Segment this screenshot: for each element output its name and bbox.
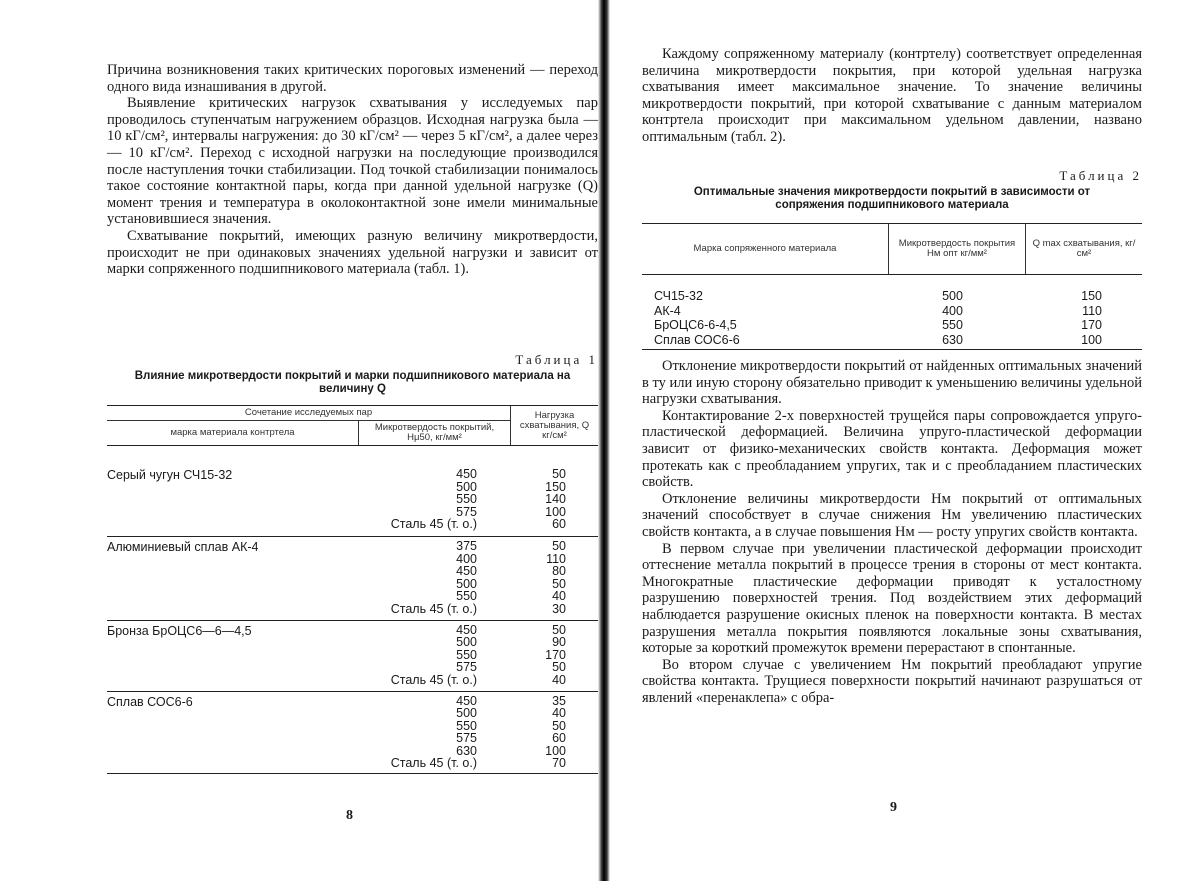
table2-header-load: Q max схватывания, кг/см² [1026, 224, 1143, 274]
table1-load-1 [516, 468, 566, 531]
table1-cell: 450 [367, 624, 477, 637]
table2-cell-hardness: 500 [894, 289, 1011, 304]
table2-row [642, 318, 1142, 333]
table1-cell: 80 [516, 565, 566, 578]
table1-cell: 50 [516, 624, 566, 637]
table1-cell: 30 [516, 603, 566, 616]
table1-cell: 50 [516, 720, 566, 733]
table1-cell: 35 [516, 695, 566, 708]
table1-cell: Сталь 45 (т. о.) [367, 674, 477, 687]
table1 [107, 405, 598, 774]
left-page-number: 8 [346, 808, 353, 824]
table1-cell: 500 [367, 636, 477, 649]
right-paragraph-2: Отклонение микротвердости покрытий от найденных оптимальных значений в ту или иную сторону обязательно приводит к уменьшению величины удельной нагрузки схватывания. [642, 358, 1142, 408]
table1-hardness-4 [367, 695, 477, 771]
table1-cell: 550 [367, 493, 477, 506]
table2-cell-load: 110 [1011, 304, 1142, 319]
table1-load-3 [516, 624, 566, 687]
table1-header-rule [107, 445, 598, 446]
table1-header [107, 406, 598, 445]
table1-cell: 110 [516, 553, 566, 566]
table2-bottom-rule [642, 349, 1142, 350]
left-paragraph-3: Схватывание покрытий, имеющих разную величину микротвердости, происходит не при одинаковых значениях удельной нагрузки и зависит от марки сопряженного подшипникового материала (табл. 1). [107, 228, 598, 278]
table1-cell: 575 [367, 661, 477, 674]
table1-cell: 40 [516, 674, 566, 687]
table1-caption [107, 352, 598, 396]
table2-cell-hardness: 630 [894, 333, 1011, 348]
table2-body [642, 289, 1142, 347]
table2-header-material: Марка сопряженного материала [642, 224, 889, 274]
table1-cell: 40 [516, 707, 566, 720]
table1-bottom-rule [107, 773, 598, 774]
table1-cell: Сталь 45 (т. о.) [367, 603, 477, 616]
table1-cell: 450 [367, 468, 477, 481]
table2-label: Таблица 2 [642, 168, 1142, 184]
table1-group-1 [107, 468, 598, 531]
table1-cell: 450 [367, 565, 477, 578]
table1-hardness-2 [367, 540, 477, 616]
table2-header-rule [642, 274, 1142, 275]
table1-header-hardness: Микротвердость покрытий, Hμ50, кг/мм² [359, 421, 511, 446]
table1-cell: 100 [516, 506, 566, 519]
table1-cell: 100 [516, 745, 566, 758]
table1-cell: 575 [367, 506, 477, 519]
table1-cell: 500 [367, 707, 477, 720]
table2-cell-material: БрОЦС6-6-4,5 [642, 318, 894, 333]
table1-group-rule [107, 691, 598, 692]
right-paragraph-1: Каждому сопряженному материалу (контртелу) соответствует определенная величина микротвердости покрытия, при которой удельная нагрузка схватывания имеет максимальное значение. То значение величины микротвердости покрытий, при которой схватывание с данным материалом контртела происходит при максимальном удельном давлении, названо оптимальным (табл. 2). [642, 46, 1142, 146]
table1-cell: 550 [367, 720, 477, 733]
left-paragraph-1: Причина возникновения таких критических пороговых изменений — переход одного вида изнашивания в другой. [107, 62, 598, 95]
table2-title: Оптимальные значения микротвердости покрытий в зависимости от сопряжения подшипникового материала [642, 186, 1142, 212]
table1-header-group: Сочетание исследуемых пар [107, 406, 511, 421]
right-text-top [642, 46, 1142, 146]
table2-cell-load: 170 [1011, 318, 1142, 333]
table2-row [642, 333, 1142, 348]
table2-header [642, 224, 1142, 274]
table1-cell: 50 [516, 468, 566, 481]
table2-cell-load: 100 [1011, 333, 1142, 348]
table1-cell: 575 [367, 732, 477, 745]
table2-row [642, 289, 1142, 304]
table2-cell-material: СЧ15-32 [642, 289, 894, 304]
right-text-bottom [642, 358, 1142, 706]
table2-cell-hardness: 550 [894, 318, 1011, 333]
table1-label: Таблица 1 [107, 352, 598, 368]
table1-group-4 [107, 695, 598, 771]
table1-cell: 50 [516, 661, 566, 674]
table2-cell-load: 150 [1011, 289, 1142, 304]
left-text-block [107, 62, 598, 278]
table1-title: Влияние микротвердости покрытий и марки подшипникового материала на величину Q [107, 370, 598, 396]
right-page-number: 9 [890, 800, 897, 816]
left-paragraph-2: Выявление критических нагрузок схватывания у исследуемых пар проводилось ступенчатым нагружением образцов. Исходная нагрузка была — 10 кГ/см², интервалы нагружения: до 30 кГ/см² — через 5 кГ/см², а далее через — 10 кГ/см². Переход с исходной нагрузки на последующие производился после наступления точки стабилизации. Под точкой стабилизации понималось такое состояние контактной пары, когда при данной удельной нагрузке (Q) момент трения и температура в околоконтактной зоне имели минимальные установившиеся значения. [107, 95, 598, 228]
table1-material-3: Бронза БрОЦС6—6—4,5 [107, 624, 252, 638]
table1-cell: 550 [367, 649, 477, 662]
table1-cell: 60 [516, 732, 566, 745]
table1-header-material: марка материала контртела [107, 421, 359, 446]
table1-cell: 450 [367, 695, 477, 708]
left-page [0, 0, 600, 881]
table1-material-1: Серый чугун СЧ15-32 [107, 468, 232, 482]
table1-group-3 [107, 624, 598, 687]
table1-cell: 150 [516, 481, 566, 494]
table1-group-2 [107, 540, 598, 616]
right-paragraph-6: Во втором случае с увеличением Hм покрытий преобладают упругие свойства контакта. Трущиеся поверхности покрытий начинают разрушаться от явлений «перенаклепа» с обра- [642, 657, 1142, 707]
table1-cell: 140 [516, 493, 566, 506]
table1-load-4 [516, 695, 566, 771]
table1-cell: 50 [516, 578, 566, 591]
table1-cell: Сталь 45 (т. о.) [367, 518, 477, 531]
table1-material-4: Сплав СОС6-6 [107, 695, 193, 709]
table1-cell: 630 [367, 745, 477, 758]
table1-cell: 550 [367, 590, 477, 603]
table1-group-rule [107, 620, 598, 621]
table2-row [642, 304, 1142, 319]
table1-hardness-3 [367, 624, 477, 687]
table1-group-rule [107, 536, 598, 537]
table1-cell: Сталь 45 (т. о.) [367, 757, 477, 770]
table1-cell: 50 [516, 540, 566, 553]
table1-cell: 40 [516, 590, 566, 603]
right-paragraph-3: Контактирование 2-х поверхностей трущейся пары сопровождается упруго-пластической деформацией. Величина упруго-пластической деформации зависит от физико-механических свойств контакта. Деформация может протекать как с преобладанием упругих, так и с преобладанием пластических свойств. [642, 408, 1142, 491]
table1-cell: 375 [367, 540, 477, 553]
table1-cell: 500 [367, 481, 477, 494]
table1-hardness-1 [367, 468, 477, 531]
table1-header-load: Нагрузка схватывания, Q кг/см² [511, 406, 599, 445]
table1-cell: 90 [516, 636, 566, 649]
table2-cell-material: АК-4 [642, 304, 894, 319]
right-paragraph-4: Отклонение величины микротвердости Hм покрытий от оптимальных значений способствует в случае снижения Hм увеличению пластических свойств контакта, а в случае повышения Hм — росту упругих свойств контакта. [642, 491, 1142, 541]
table1-cell: 70 [516, 757, 566, 770]
table2-header-hardness: Микротвердость покрытия Hм опт кг/мм² [889, 224, 1026, 274]
table2-cell-material: Сплав СОС6-6 [642, 333, 894, 348]
table1-cell: 500 [367, 578, 477, 591]
table1-load-2 [516, 540, 566, 616]
table1-cell: 60 [516, 518, 566, 531]
table1-cell: 400 [367, 553, 477, 566]
table1-cell: 170 [516, 649, 566, 662]
right-page [606, 0, 1200, 881]
table2-cell-hardness: 400 [894, 304, 1011, 319]
table2-caption [642, 168, 1142, 212]
right-paragraph-5: В первом случае при увеличении пластической деформации происходит оттеснение металла покрытий в процессе трения в стороны от мест контакта. Многократные пластические деформации приводят к усталостному разрушению поверхностей трения. Под воздействием этих деформаций наблюдается разрушение окисных пленок на поверхности контакта. В местах разрушения металла покрытия появляются локальные зоны схватывания, которые за короткий промежуток времени перерастают в спонтанные. [642, 541, 1142, 657]
table2 [642, 223, 1142, 350]
table1-material-2: Алюминиевый сплав АК-4 [107, 540, 258, 554]
